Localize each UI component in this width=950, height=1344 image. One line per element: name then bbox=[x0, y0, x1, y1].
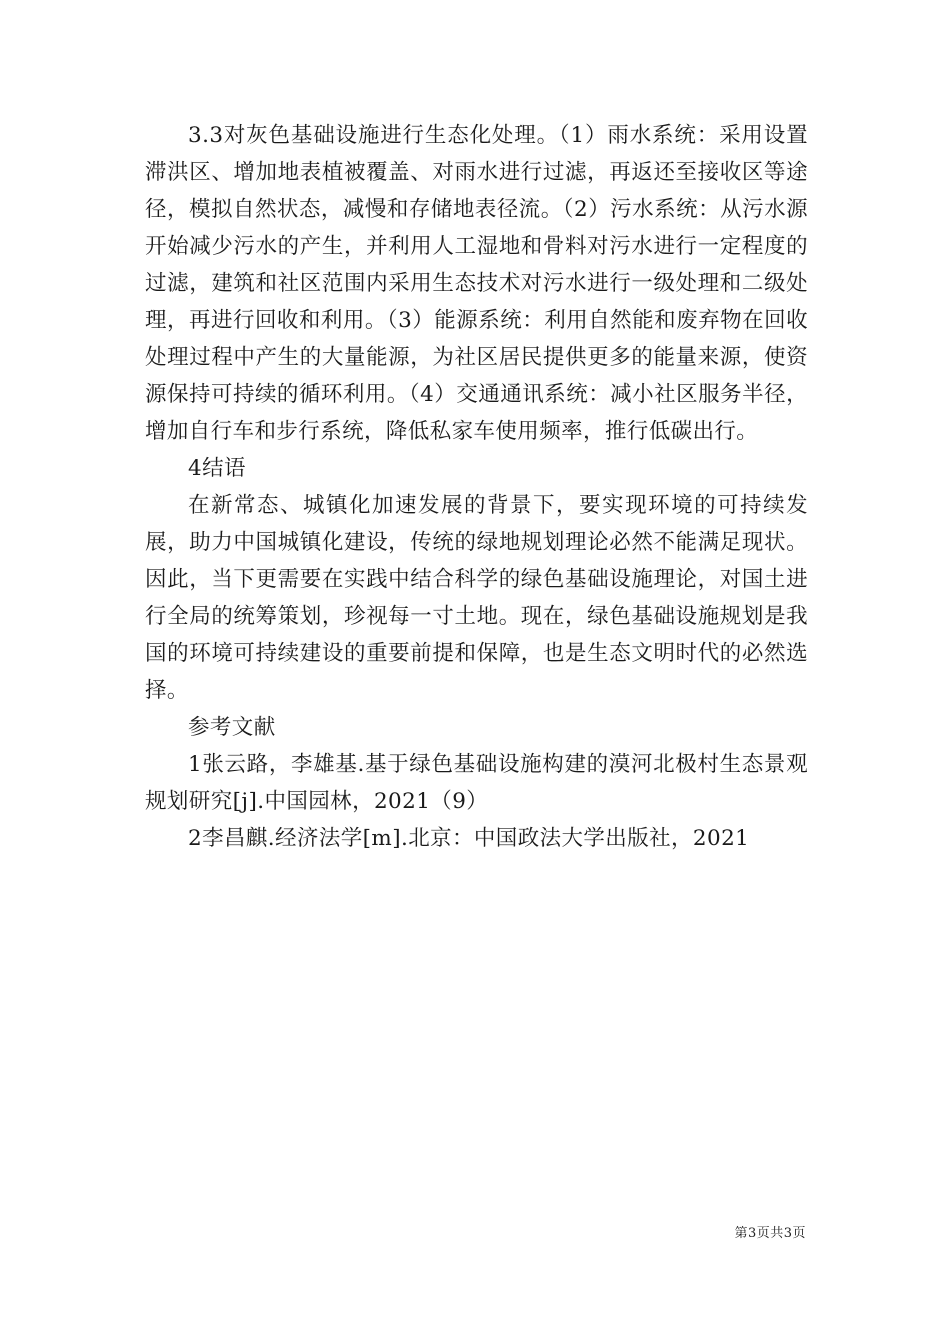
conclusion-paragraph: 在新常态、城镇化加速发展的背景下，要实现环境的可持续发展，助力中国城镇化建设，传统的绿地规划理论必然不能满足现状。因此，当下更需要在实践中结合科学的绿色基础设施理论，对国土进行全局的统筹策划，珍视每一寸土地。现在，绿色基础设施规划是我国的环境可持续建设的重要前提和保障，也是生态文明时代的必然选择。 bbox=[145, 493, 808, 703]
reference-item-1: 1张云路，李雄基.基于绿色基础设施构建的漠河北极村生态景观规划研究[j].中国园林，2021（9） bbox=[145, 752, 808, 814]
section-3-3-paragraph: 3.3对灰色基础设施进行生态化处理。（1）雨水系统：采用设置滞洪区、增加地表植被覆盖、对雨水进行过滤，再返还至接收区等途径，模拟自然状态，减慢和存储地表径流。（2）污水系统：从污水源开始减少污水的产生，并利用人工湿地和骨料对污水进行一定程度的过滤，建筑和社区范围内采用生态技术对污水进行一级处理和二级处理，再进行回收和利用。（3）能源系统：利用自然能和废弃物在回收处理过程中产生的大量能源，为社区居民提供更多的能量来源，使资源保持可持续的循环利用。（4）交通通讯系统：减小社区服务半径，增加自行车和步行系统，降低私家车使用频率，推行低碳出行。 bbox=[145, 123, 808, 444]
document-body bbox=[145, 117, 808, 857]
reference-item-2: 2李昌麒.经济法学[m].北京：中国政法大学出版社，2021 bbox=[188, 826, 750, 851]
references-heading: 参考文献 bbox=[188, 715, 276, 740]
page-number-footer: 第3页共3页 bbox=[734, 1226, 806, 1241]
conclusion-heading: 4结语 bbox=[188, 456, 246, 481]
